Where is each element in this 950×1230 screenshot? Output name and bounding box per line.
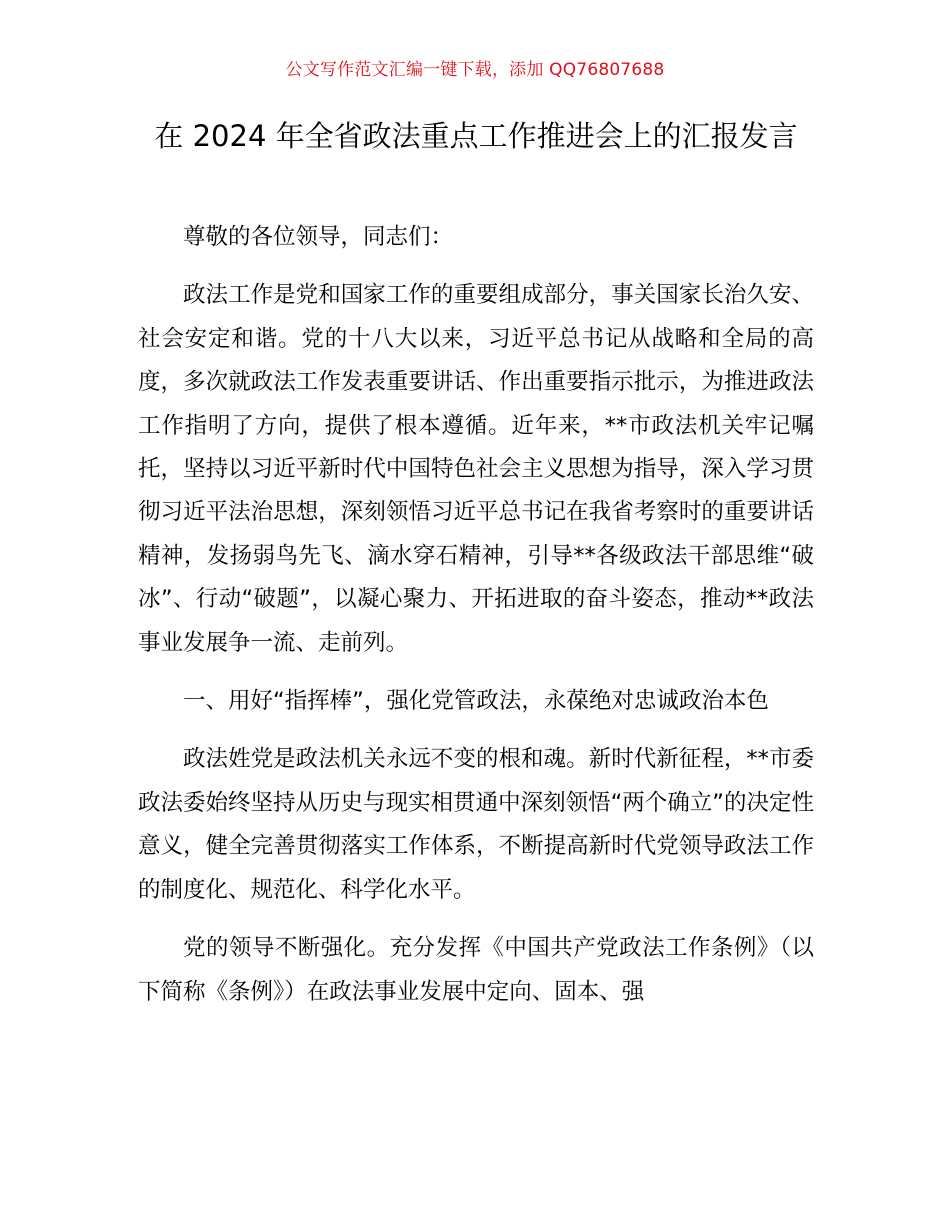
paragraph-party-leadership: 党的领导不断强化。充分发挥《中国共产党政法工作条例》（以下简称《条例》）在政法事业发展中定向、固本、强: [138, 935, 814, 1005]
salutation: 尊敬的各位领导，同志们：: [183, 224, 454, 250]
document-title: 在 2024 年全省政法重点工作推进会上的汇报发言: [154, 119, 798, 153]
paragraph-intro: 政法工作是党和国家工作的重要组成部分，事关国家长治久安、社会安定和谐。党的十八大以来，习近平总书记从战略和全局的高度，多次就政法工作发表重要讲话、作出重要指示批示，为推进政法工作指明了方向，提供了根本遵循。近年来，**市政法机关牢记嘱托，坚持以习近平新时代中国特色社会主义思想为指导，深入学习贯彻习近平法治思想，深刻领悟习近平总书记在我省考察时的重要讲话精神，发扬弱鸟先飞、滴水穿石精神，引导**各级政法干部思维“破冰”、行动“破题”，以凝心聚力、开拓进取的奋斗姿态，推动**政法事业发展争一流、走前列。: [138, 282, 814, 656]
paragraph-section-1: 政法姓党是政法机关永远不变的根和魂。新时代新征程，**市委政法委始终坚持从历史与现实相贯通中深刻领悟“两个确立”的决定性意义，健全完善贯彻落实工作体系，不断提高新时代党领导政法工作的制度化、规范化、科学化水平。: [138, 746, 814, 903]
document-body: [138, 216, 814, 1029]
download-note: 公文写作范文汇编一键下载，添加 QQ76807688: [285, 60, 665, 80]
section-heading-1: 一、用好“指挥棒”，强化党管政法，永葆绝对忠诚政治本色: [183, 688, 769, 715]
